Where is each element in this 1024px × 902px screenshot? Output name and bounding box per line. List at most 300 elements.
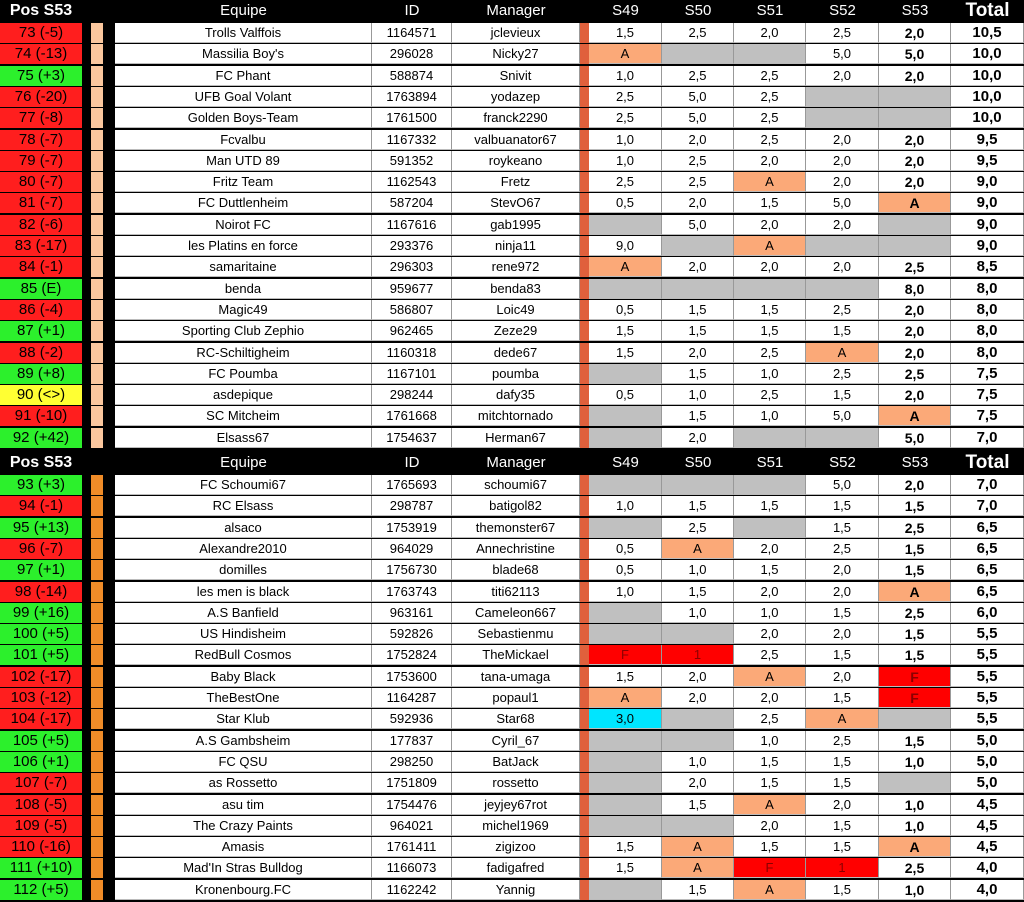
table-row: [0, 603, 1024, 624]
score-cell-s51: 2,0: [734, 624, 806, 644]
position-cell: 88 (-2): [0, 343, 82, 363]
score-cell-s50: 2,0: [662, 667, 734, 687]
manager-cell: dede67: [452, 343, 580, 363]
score-cell-s53: 1,0: [879, 816, 951, 836]
score-cell-s51: 2,0: [734, 215, 806, 235]
id-cell: 1761668: [372, 406, 452, 426]
score-cell-s49: [589, 816, 662, 836]
id-cell: 177837: [372, 731, 452, 751]
score-cell-s53: F: [879, 667, 951, 687]
id-cell: 1167616: [372, 215, 452, 235]
table-row: [0, 343, 1024, 364]
header-manager: Manager: [486, 2, 546, 19]
id-cell: 1167101: [372, 364, 452, 384]
score-cell-s51: 2,0: [734, 582, 806, 602]
score-cell-s51: [734, 428, 806, 448]
row-stripe: [91, 624, 103, 644]
position-cell: 101 (+5): [0, 645, 82, 665]
score-cell-s50: 2,0: [662, 428, 734, 448]
score-cell-s49: [589, 406, 662, 426]
score-cell-s51: [734, 44, 806, 64]
position-cell: 106 (+1): [0, 752, 82, 772]
total-cell: 5,5: [951, 688, 1024, 708]
score-cell-s51: 2,5: [734, 108, 806, 128]
header-total: Total: [965, 0, 1010, 21]
team-cell: A.S Gambsheim: [115, 731, 372, 751]
total-cell: 6,0: [951, 603, 1024, 623]
position-cell: 80 (-7): [0, 172, 82, 192]
row-stripe: [91, 688, 103, 708]
score-cell-s53: 2,0: [879, 151, 951, 171]
row-stripe: [91, 709, 103, 729]
row-stripe: [91, 518, 103, 538]
manager-cell: fadigafred: [452, 858, 580, 878]
team-cell: RC-Schiltigheim: [115, 343, 372, 363]
position-cell: 76 (-20): [0, 87, 82, 107]
score-divider: [580, 560, 589, 580]
position-cell: 86 (-4): [0, 300, 82, 320]
score-cell-s53: 1,5: [879, 496, 951, 516]
table-row: [0, 816, 1024, 837]
score-divider: [580, 428, 589, 448]
team-cell: FC Poumba: [115, 364, 372, 384]
score-cell-s51: A: [734, 795, 806, 815]
position-cell: 95 (+13): [0, 518, 82, 538]
total-cell: 9,0: [951, 215, 1024, 235]
position-cell: 112 (+5): [0, 880, 82, 900]
score-divider: [580, 645, 589, 665]
score-cell-s53: 2,5: [879, 364, 951, 384]
score-divider: [580, 385, 589, 405]
position-cell: 94 (-1): [0, 496, 82, 516]
score-cell-s53: 2,5: [879, 518, 951, 538]
manager-cell: jeyjey67rot: [452, 795, 580, 815]
score-cell-s52: 1,5: [806, 816, 879, 836]
team-cell: A.S Banfield: [115, 603, 372, 623]
manager-cell: Cameleon667: [452, 603, 580, 623]
row-stripe: [91, 428, 103, 448]
score-divider: [580, 44, 589, 64]
score-cell-s52: 5,0: [806, 44, 879, 64]
score-cell-s51: [734, 518, 806, 538]
total-cell: 5,5: [951, 709, 1024, 729]
team-cell: Man UTD 89: [115, 151, 372, 171]
score-cell-s51: 1,0: [734, 603, 806, 623]
score-cell-s52: [806, 279, 879, 299]
table-row: [0, 66, 1024, 87]
row-stripe: [91, 193, 103, 213]
score-divider: [580, 130, 589, 150]
manager-cell: batigol82: [452, 496, 580, 516]
team-cell: RC Elsass: [115, 496, 372, 516]
score-cell-s51: 2,5: [734, 343, 806, 363]
score-cell-s52: 2,0: [806, 172, 879, 192]
table-row: [0, 475, 1024, 496]
score-cell-s52: 2,0: [806, 130, 879, 150]
score-cell-s49: 9,0: [589, 236, 662, 256]
position-cell: 100 (+5): [0, 624, 82, 644]
id-cell: 587204: [372, 193, 452, 213]
row-stripe: [91, 773, 103, 793]
score-cell-s51: 2,5: [734, 130, 806, 150]
score-divider: [580, 582, 589, 602]
score-cell-s49: 1,5: [589, 321, 662, 341]
row-stripe: [91, 87, 103, 107]
id-cell: 298250: [372, 752, 452, 772]
score-cell-s53: A: [879, 837, 951, 857]
id-cell: 296028: [372, 44, 452, 64]
score-cell-s49: [589, 364, 662, 384]
row-stripe: [91, 475, 103, 495]
total-cell: 9,0: [951, 193, 1024, 213]
manager-cell: dafy35: [452, 385, 580, 405]
score-divider: [580, 364, 589, 384]
header-s51: S51: [756, 2, 784, 19]
score-cell-s50: 5,0: [662, 108, 734, 128]
score-cell-s52: 2,5: [806, 23, 879, 43]
score-cell-s52: [806, 236, 879, 256]
id-cell: 586807: [372, 300, 452, 320]
header-equipe: Equipe: [220, 2, 267, 19]
position-cell: 79 (-7): [0, 151, 82, 171]
manager-cell: Annechristine: [452, 539, 580, 559]
id-cell: 1754476: [372, 795, 452, 815]
id-cell: 1761411: [372, 837, 452, 857]
score-divider: [580, 837, 589, 857]
score-cell-s49: 0,5: [589, 385, 662, 405]
team-cell: Mad'In Stras Bulldog: [115, 858, 372, 878]
score-cell-s50: 1,0: [662, 560, 734, 580]
score-cell-s51: 1,5: [734, 193, 806, 213]
position-cell: 91 (-10): [0, 406, 82, 426]
team-cell: Alexandre2010: [115, 539, 372, 559]
manager-cell: Zeze29: [452, 321, 580, 341]
score-cell-s49: F: [589, 645, 662, 665]
score-divider: [580, 108, 589, 128]
team-cell: FC Duttlenheim: [115, 193, 372, 213]
header-id: ID: [404, 2, 420, 19]
score-cell-s49: 0,5: [589, 560, 662, 580]
position-cell: 109 (-5): [0, 816, 82, 836]
score-cell-s50: 1,5: [662, 795, 734, 815]
score-cell-s51: 1,5: [734, 837, 806, 857]
total-cell: 5,0: [951, 731, 1024, 751]
header-s51: S51: [756, 454, 784, 471]
score-cell-s53: [879, 87, 951, 107]
score-cell-s53: 2,0: [879, 23, 951, 43]
score-cell-s51: [734, 279, 806, 299]
position-cell: 98 (-14): [0, 582, 82, 602]
team-cell: as Rossetto: [115, 773, 372, 793]
row-stripe: [91, 66, 103, 86]
position-cell: 84 (-1): [0, 257, 82, 277]
score-cell-s49: [589, 731, 662, 751]
score-divider: [580, 496, 589, 516]
manager-cell: TheMickael: [452, 645, 580, 665]
score-cell-s51: 1,5: [734, 773, 806, 793]
id-cell: 1160318: [372, 343, 452, 363]
score-cell-s49: A: [589, 688, 662, 708]
score-cell-s49: [589, 428, 662, 448]
manager-cell: ninja11: [452, 236, 580, 256]
table-row: [0, 518, 1024, 539]
score-cell-s53: [879, 236, 951, 256]
manager-cell: blade68: [452, 560, 580, 580]
row-stripe: [91, 321, 103, 341]
score-cell-s53: 8,0: [879, 279, 951, 299]
row-stripe: [91, 343, 103, 363]
position-cell: 97 (+1): [0, 560, 82, 580]
team-cell: RedBull Cosmos: [115, 645, 372, 665]
position-cell: 85 (E): [0, 279, 82, 299]
team-cell: Baby Black: [115, 667, 372, 687]
score-cell-s51: 2,5: [734, 87, 806, 107]
score-cell-s50: [662, 624, 734, 644]
team-cell: TheBestOne: [115, 688, 372, 708]
score-divider: [580, 257, 589, 277]
score-cell-s52: A: [806, 709, 879, 729]
score-cell-s51: 2,5: [734, 645, 806, 665]
table-row: [0, 44, 1024, 65]
position-cell: 78 (-7): [0, 130, 82, 150]
score-cell-s49: A: [589, 44, 662, 64]
score-cell-s53: 1,0: [879, 752, 951, 772]
manager-cell: michel1969: [452, 816, 580, 836]
score-cell-s51: F: [734, 858, 806, 878]
team-cell: alsaco: [115, 518, 372, 538]
id-cell: 963161: [372, 603, 452, 623]
score-cell-s53: 2,5: [879, 858, 951, 878]
id-cell: 591352: [372, 151, 452, 171]
manager-cell: BatJack: [452, 752, 580, 772]
score-cell-s49: 1,5: [589, 343, 662, 363]
table-row: [0, 709, 1024, 730]
score-cell-s52: [806, 428, 879, 448]
team-cell: Star Klub: [115, 709, 372, 729]
score-divider: [580, 151, 589, 171]
score-cell-s51: 2,5: [734, 385, 806, 405]
score-cell-s52: 2,5: [806, 731, 879, 751]
score-divider: [580, 236, 589, 256]
row-stripe: [91, 645, 103, 665]
score-cell-s50: 1,5: [662, 880, 734, 900]
score-cell-s51: 1,0: [734, 406, 806, 426]
team-cell: SC Mitcheim: [115, 406, 372, 426]
score-divider: [580, 300, 589, 320]
score-cell-s51: 2,5: [734, 709, 806, 729]
header-s50: S50: [684, 2, 712, 19]
team-cell: samaritaine: [115, 257, 372, 277]
score-cell-s50: 2,0: [662, 773, 734, 793]
score-cell-s49: [589, 518, 662, 538]
manager-cell: Yannig: [452, 880, 580, 900]
table-row: [0, 560, 1024, 581]
id-cell: 1162543: [372, 172, 452, 192]
score-cell-s50: 2,0: [662, 257, 734, 277]
score-cell-s51: 1,5: [734, 752, 806, 772]
total-cell: 10,0: [951, 108, 1024, 128]
manager-cell: Snivit: [452, 66, 580, 86]
row-stripe: [91, 44, 103, 64]
id-cell: 298787: [372, 496, 452, 516]
total-cell: 8,0: [951, 300, 1024, 320]
id-cell: 1765693: [372, 475, 452, 495]
score-cell-s50: 2,0: [662, 688, 734, 708]
score-divider: [580, 603, 589, 623]
total-cell: 8,0: [951, 343, 1024, 363]
header-s49: S49: [612, 454, 639, 471]
score-cell-s52: 5,0: [806, 406, 879, 426]
score-cell-s53: 2,5: [879, 257, 951, 277]
team-cell: les Platins en force: [115, 236, 372, 256]
manager-cell: franck2290: [452, 108, 580, 128]
manager-cell: Cyril_67: [452, 731, 580, 751]
table-row: [0, 624, 1024, 645]
team-cell: asu tim: [115, 795, 372, 815]
total-cell: 4,5: [951, 795, 1024, 815]
manager-cell: tana-umaga: [452, 667, 580, 687]
score-cell-s50: 1,5: [662, 496, 734, 516]
score-divider: [580, 709, 589, 729]
team-cell: US Hindisheim: [115, 624, 372, 644]
score-divider: [580, 880, 589, 900]
manager-cell: Herman67: [452, 428, 580, 448]
table-row: [0, 172, 1024, 193]
manager-cell: StevO67: [452, 193, 580, 213]
score-cell-s50: 1,0: [662, 385, 734, 405]
table-row: [0, 108, 1024, 129]
table-row: [0, 364, 1024, 385]
total-cell: 6,5: [951, 582, 1024, 602]
score-cell-s53: 2,0: [879, 321, 951, 341]
table-row: [0, 151, 1024, 172]
score-cell-s52: 1,5: [806, 837, 879, 857]
table-row: [0, 321, 1024, 342]
score-cell-s53: 2,0: [879, 172, 951, 192]
position-cell: 93 (+3): [0, 475, 82, 495]
score-cell-s49: [589, 475, 662, 495]
manager-cell: popaul1: [452, 688, 580, 708]
score-cell-s52: 2,5: [806, 364, 879, 384]
score-divider: [580, 406, 589, 426]
table-row: [0, 130, 1024, 151]
score-divider: [580, 66, 589, 86]
position-cell: 74 (-13): [0, 44, 82, 64]
score-cell-s49: 1,0: [589, 151, 662, 171]
row-stripe: [91, 300, 103, 320]
id-cell: 1752824: [372, 645, 452, 665]
id-cell: 1751809: [372, 773, 452, 793]
row-stripe: [91, 731, 103, 751]
score-cell-s52: 2,0: [806, 215, 879, 235]
team-cell: Golden Boys-Team: [115, 108, 372, 128]
position-cell: 99 (+16): [0, 603, 82, 623]
id-cell: 959677: [372, 279, 452, 299]
score-cell-s49: 1,5: [589, 837, 662, 857]
score-divider: [580, 23, 589, 43]
score-cell-s49: 2,5: [589, 172, 662, 192]
score-cell-s52: 1,5: [806, 645, 879, 665]
score-cell-s50: 5,0: [662, 87, 734, 107]
score-cell-s50: 1,5: [662, 300, 734, 320]
score-divider: [580, 87, 589, 107]
row-stripe: [91, 23, 103, 43]
score-cell-s52: 2,0: [806, 151, 879, 171]
header-pos: Pos S53: [9, 2, 73, 19]
score-cell-s51: 2,0: [734, 23, 806, 43]
total-cell: 9,0: [951, 236, 1024, 256]
position-cell: 82 (-6): [0, 215, 82, 235]
score-cell-s53: [879, 108, 951, 128]
score-cell-s49: 0,5: [589, 193, 662, 213]
score-cell-s49: [589, 215, 662, 235]
table-row: [0, 773, 1024, 794]
total-cell: 10,0: [951, 44, 1024, 64]
score-divider: [580, 539, 589, 559]
total-cell: 5,0: [951, 752, 1024, 772]
header-s50: S50: [684, 454, 712, 471]
total-cell: 6,5: [951, 539, 1024, 559]
position-cell: 77 (-8): [0, 108, 82, 128]
team-cell: Trolls Valffois: [115, 23, 372, 43]
header-equipe: Equipe: [220, 454, 267, 471]
score-cell-s50: [662, 475, 734, 495]
row-stripe: [91, 151, 103, 171]
score-cell-s53: 2,0: [879, 385, 951, 405]
table-row: [0, 406, 1024, 427]
score-cell-s49: A: [589, 257, 662, 277]
score-cell-s52: [806, 108, 879, 128]
score-divider: [580, 172, 589, 192]
team-cell: domilles: [115, 560, 372, 580]
score-cell-s52: 1,5: [806, 688, 879, 708]
score-divider: [580, 321, 589, 341]
total-cell: 6,5: [951, 518, 1024, 538]
score-cell-s51: 2,0: [734, 257, 806, 277]
id-cell: 592936: [372, 709, 452, 729]
total-cell: 4,0: [951, 858, 1024, 878]
score-cell-s52: A: [806, 343, 879, 363]
score-cell-s49: 3,0: [589, 709, 662, 729]
team-cell: FC Schoumi67: [115, 475, 372, 495]
score-cell-s52: 1,5: [806, 773, 879, 793]
row-stripe: [91, 560, 103, 580]
score-cell-s50: A: [662, 837, 734, 857]
total-cell: 7,5: [951, 364, 1024, 384]
team-cell: Sporting Club Zephio: [115, 321, 372, 341]
score-cell-s51: [734, 475, 806, 495]
table-row: [0, 795, 1024, 816]
total-cell: 6,5: [951, 560, 1024, 580]
team-cell: FC Phant: [115, 66, 372, 86]
score-cell-s53: A: [879, 582, 951, 602]
row-stripe: [91, 108, 103, 128]
position-cell: 105 (+5): [0, 731, 82, 751]
score-cell-s53: 5,0: [879, 44, 951, 64]
score-cell-s49: 0,5: [589, 539, 662, 559]
id-cell: 293376: [372, 236, 452, 256]
table-header: [0, 0, 1024, 22]
score-divider: [580, 731, 589, 751]
id-cell: 588874: [372, 66, 452, 86]
position-cell: 83 (-17): [0, 236, 82, 256]
id-cell: 296303: [372, 257, 452, 277]
row-stripe: [91, 172, 103, 192]
id-cell: 964021: [372, 816, 452, 836]
id-cell: 592826: [372, 624, 452, 644]
id-cell: 298244: [372, 385, 452, 405]
score-cell-s53: A: [879, 193, 951, 213]
